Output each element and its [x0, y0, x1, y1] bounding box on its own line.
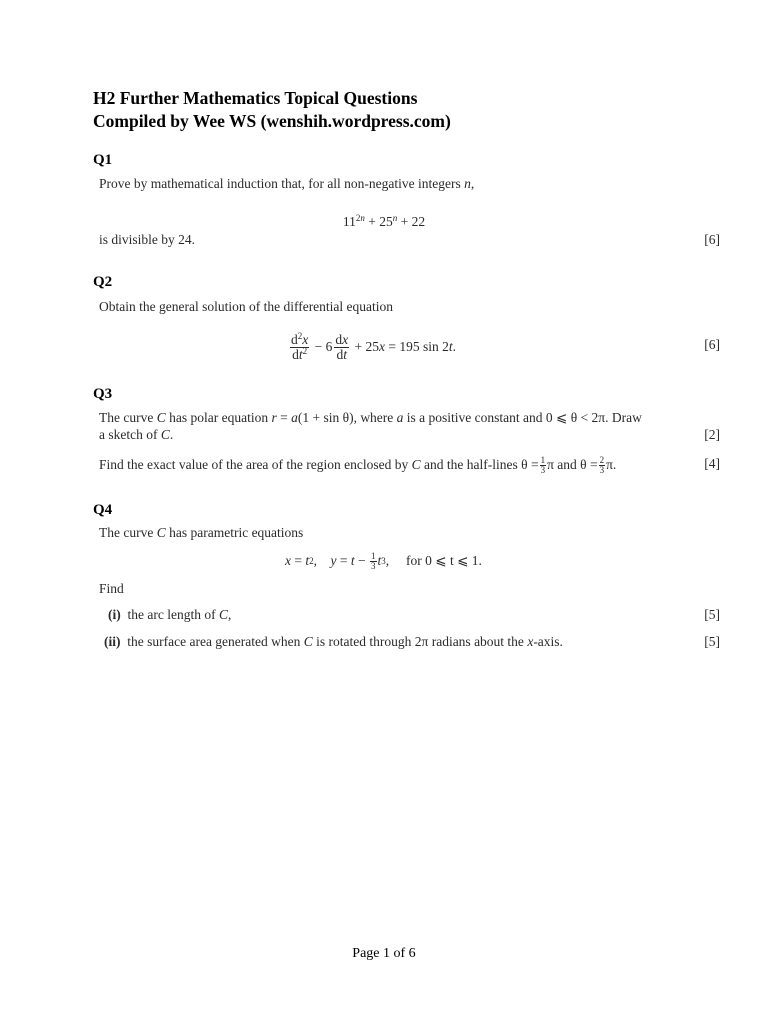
question-text: Obtain the general solution of the differential equation: [99, 299, 394, 314]
marks-badge: [5]: [704, 634, 720, 649]
equation-expression: $11^{2n} + 25^n + 22$: [342, 213, 426, 229]
find-label: Find: [99, 581, 124, 596]
question-text-continued: a sketch of C.: [99, 427, 174, 442]
question-label: Q1: [93, 152, 113, 168]
marks-badge: [6]: [704, 232, 720, 247]
question-text-continued: is divisible by 24.: [99, 232, 196, 247]
parametric-equations: x = t 2 , y = t − 1 3 t 3 , for 0 ⩽ t ⩽ 1.: [285, 550, 482, 571]
page-number: Page 1 of 6: [352, 946, 416, 961]
marks-badge: [4]: [704, 456, 720, 471]
question-label: Q3: [93, 386, 113, 402]
question-text: The curve C has parametric equations: [99, 525, 304, 540]
document-title: H2 Further Mathematics Topical Questions: [93, 88, 418, 108]
document-subtitle: Compiled by Wee WS (wenshih.wordpress.com): [93, 111, 451, 131]
question-text: The curve C has polar equation r = a(1 + sin θ), where a is a positive constant and 0 ⩽ θ < 2π. Draw: [99, 410, 642, 425]
marks-badge: [6]: [704, 337, 720, 352]
question-text: Prove by mathematical induction that, for all non-negative integers n,: [99, 176, 475, 191]
marks-badge: [5]: [704, 607, 720, 622]
marks-badge: [2]: [704, 427, 720, 442]
part-ii: (ii) the surface area generated when C is rotated through 2π radians about the x-axis.: [104, 634, 563, 649]
question-text-part-2: Find the exact value of the area of the region enclosed by C and the half-lines θ = $\frac{1}{3}$ π and θ = $\frac{2}{3}$ π.: [99, 454, 617, 475]
differential-equation: $\frac{d^2x}{dt^2}$ − 6 $\frac{dx}{dt}$ + 25x = 195 sin 2t.: [291, 330, 457, 362]
question-label: Q4: [93, 502, 113, 518]
question-label: Q2: [93, 274, 113, 290]
part-i: (i) the arc length of C,: [108, 607, 232, 622]
